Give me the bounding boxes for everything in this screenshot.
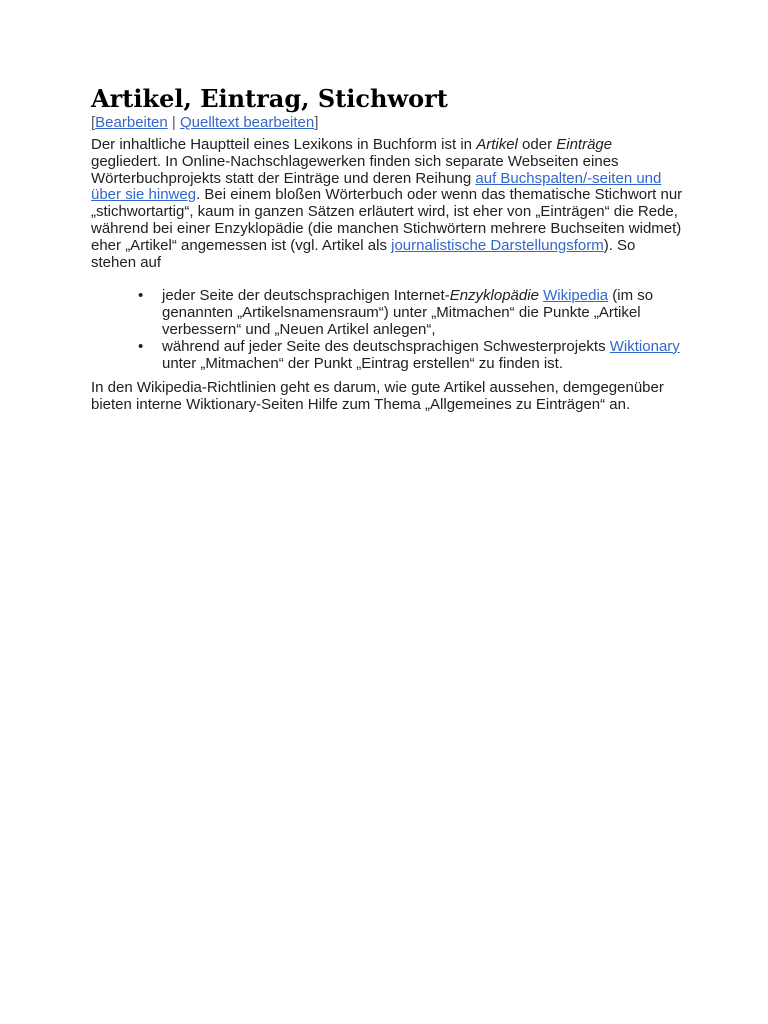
p1-text-4: . Bei einem bloßen Wörterbuch oder wenn das thematische Stichwort nur „stichwortartig“, kaum in ganzen Sätzen erläutert wird, ist eher von „Einträgen“ die Rede, während bei einer Enzyklopädie (die manchen Stichwörtern mehrere Buchseiten widmet) eher „Artikel“ angemessen ist (vgl. Artikel als xyxy=(91,186,683,254)
p1-em-eintraege: Einträge xyxy=(556,136,613,153)
edit-link[interactable]: Bearbeiten xyxy=(95,114,168,131)
p1-text-3: gegliedert. In Online-Nachschlagewerken finden sich separate Webseiten eines Wörterbuchprojekts statt der Einträge und deren Reihung xyxy=(91,152,619,187)
p1-text-2: oder xyxy=(517,136,557,153)
link-darstellungsform[interactable]: journalistische Darstellungsform xyxy=(391,236,604,254)
edit-section-links xyxy=(91,114,683,132)
item2-text-1: während auf jeder Seite des deutschsprachigen Schwesterprojekts xyxy=(162,337,610,355)
closing-paragraph: In den Wikipedia-Richtlinien geht es darum, wie gute Artikel aussehen, demgegenüber bieten interne Wiktionary-Seiten Hilfe zum Thema „Allgemeines zu Einträgen“ an. xyxy=(91,379,664,414)
bullet-icon: • xyxy=(138,287,144,305)
bullet-list xyxy=(91,288,683,372)
intro-paragraph xyxy=(91,137,683,271)
bracket-open: [ xyxy=(91,114,96,131)
item2-text-2: unter „Mitmachen“ der Punkt „Eintrag erstellen“ zu finden ist. xyxy=(162,354,564,372)
link-wiktionary[interactable]: Wiktionary xyxy=(609,337,680,355)
list-item xyxy=(138,287,683,338)
p1-text-5: ). So stehen auf xyxy=(91,236,636,271)
bullet-icon: • xyxy=(138,337,144,355)
item1-text-3: (im so genannten „Artikelsnamensraum“) unter „Mitmachen“ die Punkte „Artikel verbessern“ und „Neuen Artikel anlegen“, xyxy=(162,287,654,338)
article-section xyxy=(91,84,683,414)
p1-em-artikel: Artikel xyxy=(476,136,518,153)
link-wikipedia[interactable]: Wikipedia xyxy=(543,287,609,305)
list-item xyxy=(138,337,683,373)
source-edit-link[interactable]: Quelltext bearbeiten xyxy=(179,114,315,131)
item1-em: Enzyklopädie xyxy=(449,287,539,305)
edit-separator: | xyxy=(167,114,180,131)
section-heading: Artikel, Eintrag, Stichwort xyxy=(91,84,448,113)
link-buchspalten[interactable]: auf Buchspalten/-seiten und über sie hinweg xyxy=(91,169,662,204)
item1-text-1: jeder Seite der deutschsprachigen Internet- xyxy=(162,287,450,305)
bracket-close: ] xyxy=(314,114,319,131)
p1-text-1: Der inhaltliche Hauptteil eines Lexikons in Buchform ist in xyxy=(91,136,477,153)
